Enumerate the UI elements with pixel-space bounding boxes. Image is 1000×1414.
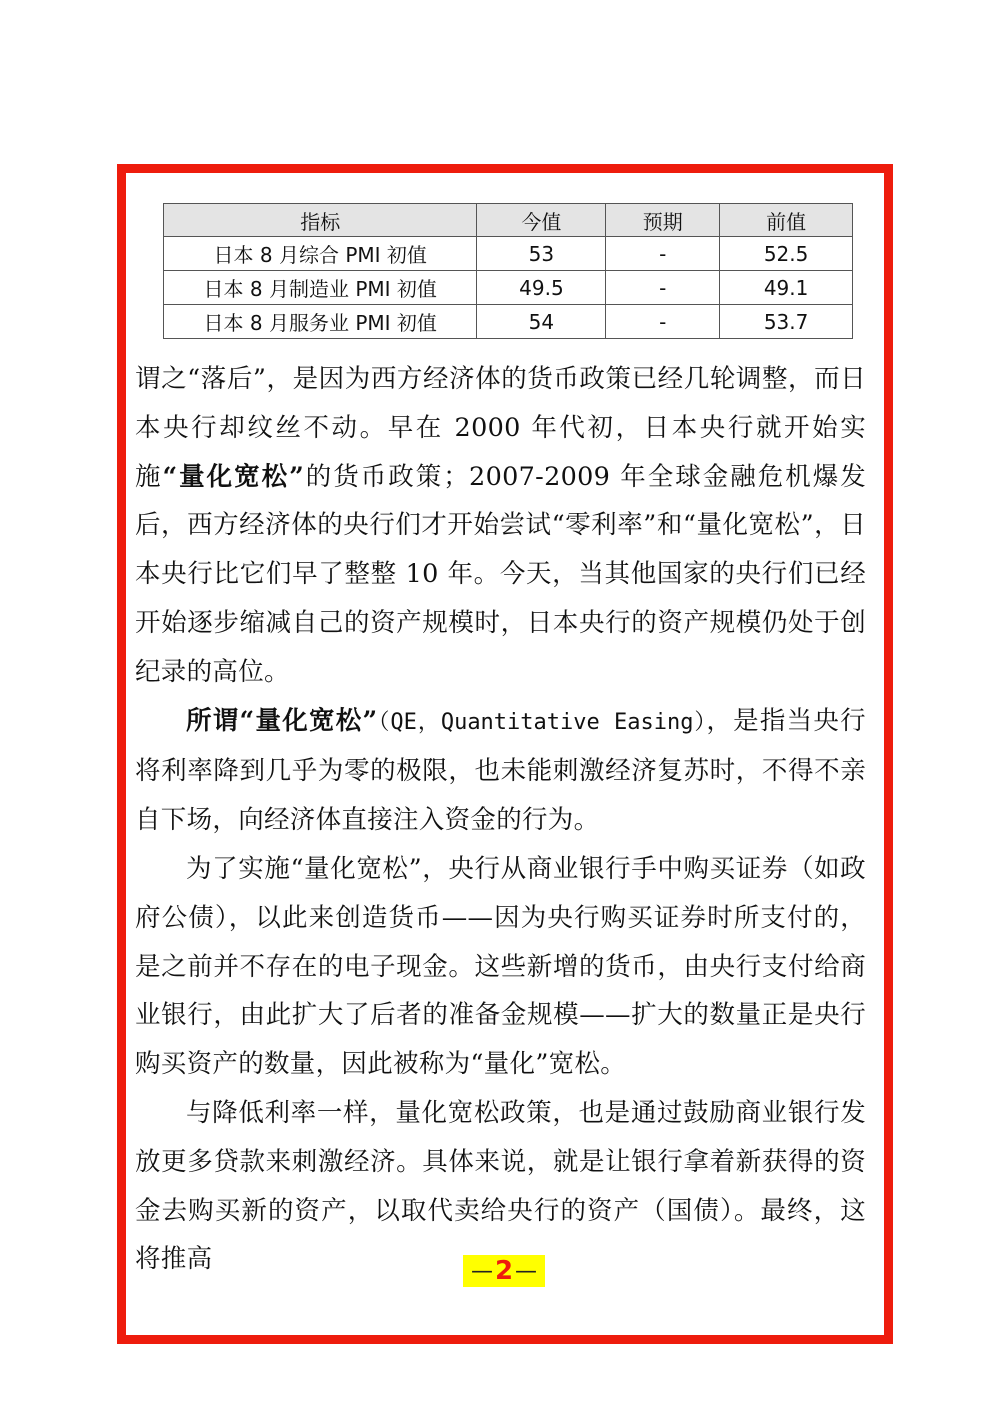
paragraph-qe-definition	[135, 697, 866, 845]
cell-current: 53	[477, 237, 606, 271]
paragraph-text: ，是指当央行将利率降到几乎为零的极限，也未能刺激经济复苏时，不得不亲自下场，向经济体直接注入资金的行为。	[135, 705, 866, 836]
paragraph-text: 谓之“落后”，是因为西方经济体的货币政策已经几轮调整，而日本央行却纹丝不动。早在 2000 年代初，日本央行就开始实施	[135, 364, 866, 492]
cell-indicator: 日本 8 月制造业 PMI 初值	[164, 271, 477, 305]
cell-expected: -	[606, 271, 720, 305]
header-indicator: 指标	[164, 204, 477, 237]
cell-expected: -	[606, 305, 720, 339]
bold-term-qe: “量化宽松”	[162, 461, 305, 492]
page-number-value: 2	[494, 1256, 514, 1286]
header-current: 今值	[477, 204, 606, 237]
cell-previous: 53.7	[720, 305, 853, 339]
table-header-row	[164, 204, 853, 237]
cell-previous: 52.5	[720, 237, 853, 271]
header-expected: 预期	[606, 204, 720, 237]
cell-current: 54	[477, 305, 606, 339]
paragraph-lagging	[135, 355, 866, 697]
paragraph-text: 的货币政策；2007-2009 年全球金融危机爆发后，西方经济体的央行们才开始尝试“零利率”和“量化宽松”，日本央行比它们早了整整 10 年。今天，当其他国家的央行们已经开始逐步缩减自己的资产规模时，日本央行的资产规模仍处于创纪录的高位。	[135, 461, 867, 687]
table-row	[164, 237, 853, 271]
cell-indicator: 日本 8 月综合 PMI 初值	[164, 237, 477, 271]
page-number	[463, 1255, 545, 1287]
pmi-table	[163, 203, 853, 339]
bold-term-definition: 所谓“量化宽松”	[186, 705, 378, 736]
page-number-dash-right: —	[515, 1258, 538, 1284]
table-row	[164, 271, 853, 305]
cell-expected: -	[606, 237, 720, 271]
paragraph-text: 为了实施“量化宽松”，央行从商业银行手中购买证券（如政府公债），以此来创造货币——因为央行购买证券时所支付的，是之前并不存在的电子现金。这些新增的货币，由央行支付给商业银行，由此扩大了后者的准备金规模——扩大的数量正是央行购买资产的数量，因此被称为“量化”宽松。	[135, 853, 866, 1080]
page-number-dash-left: —	[470, 1258, 493, 1284]
cell-current: 49.5	[477, 271, 606, 305]
body-text	[135, 355, 866, 1284]
qe-abbreviation: （QE，Quantitative Easing）	[377, 709, 707, 735]
paragraph-text: 与降低利率一样，量化宽松政策，也是通过鼓励商业银行发放更多贷款来刺激经济。具体来说，就是让银行拿着新获得的资金去购买新的资产，以取代卖给央行的资产（国债）。最终，这将推高	[135, 1097, 866, 1275]
cell-indicator: 日本 8 月服务业 PMI 初值	[164, 305, 477, 339]
paragraph-qe-mechanism	[135, 845, 866, 1089]
cell-previous: 49.1	[720, 271, 853, 305]
table-row	[164, 305, 853, 339]
header-previous: 前值	[720, 204, 853, 237]
